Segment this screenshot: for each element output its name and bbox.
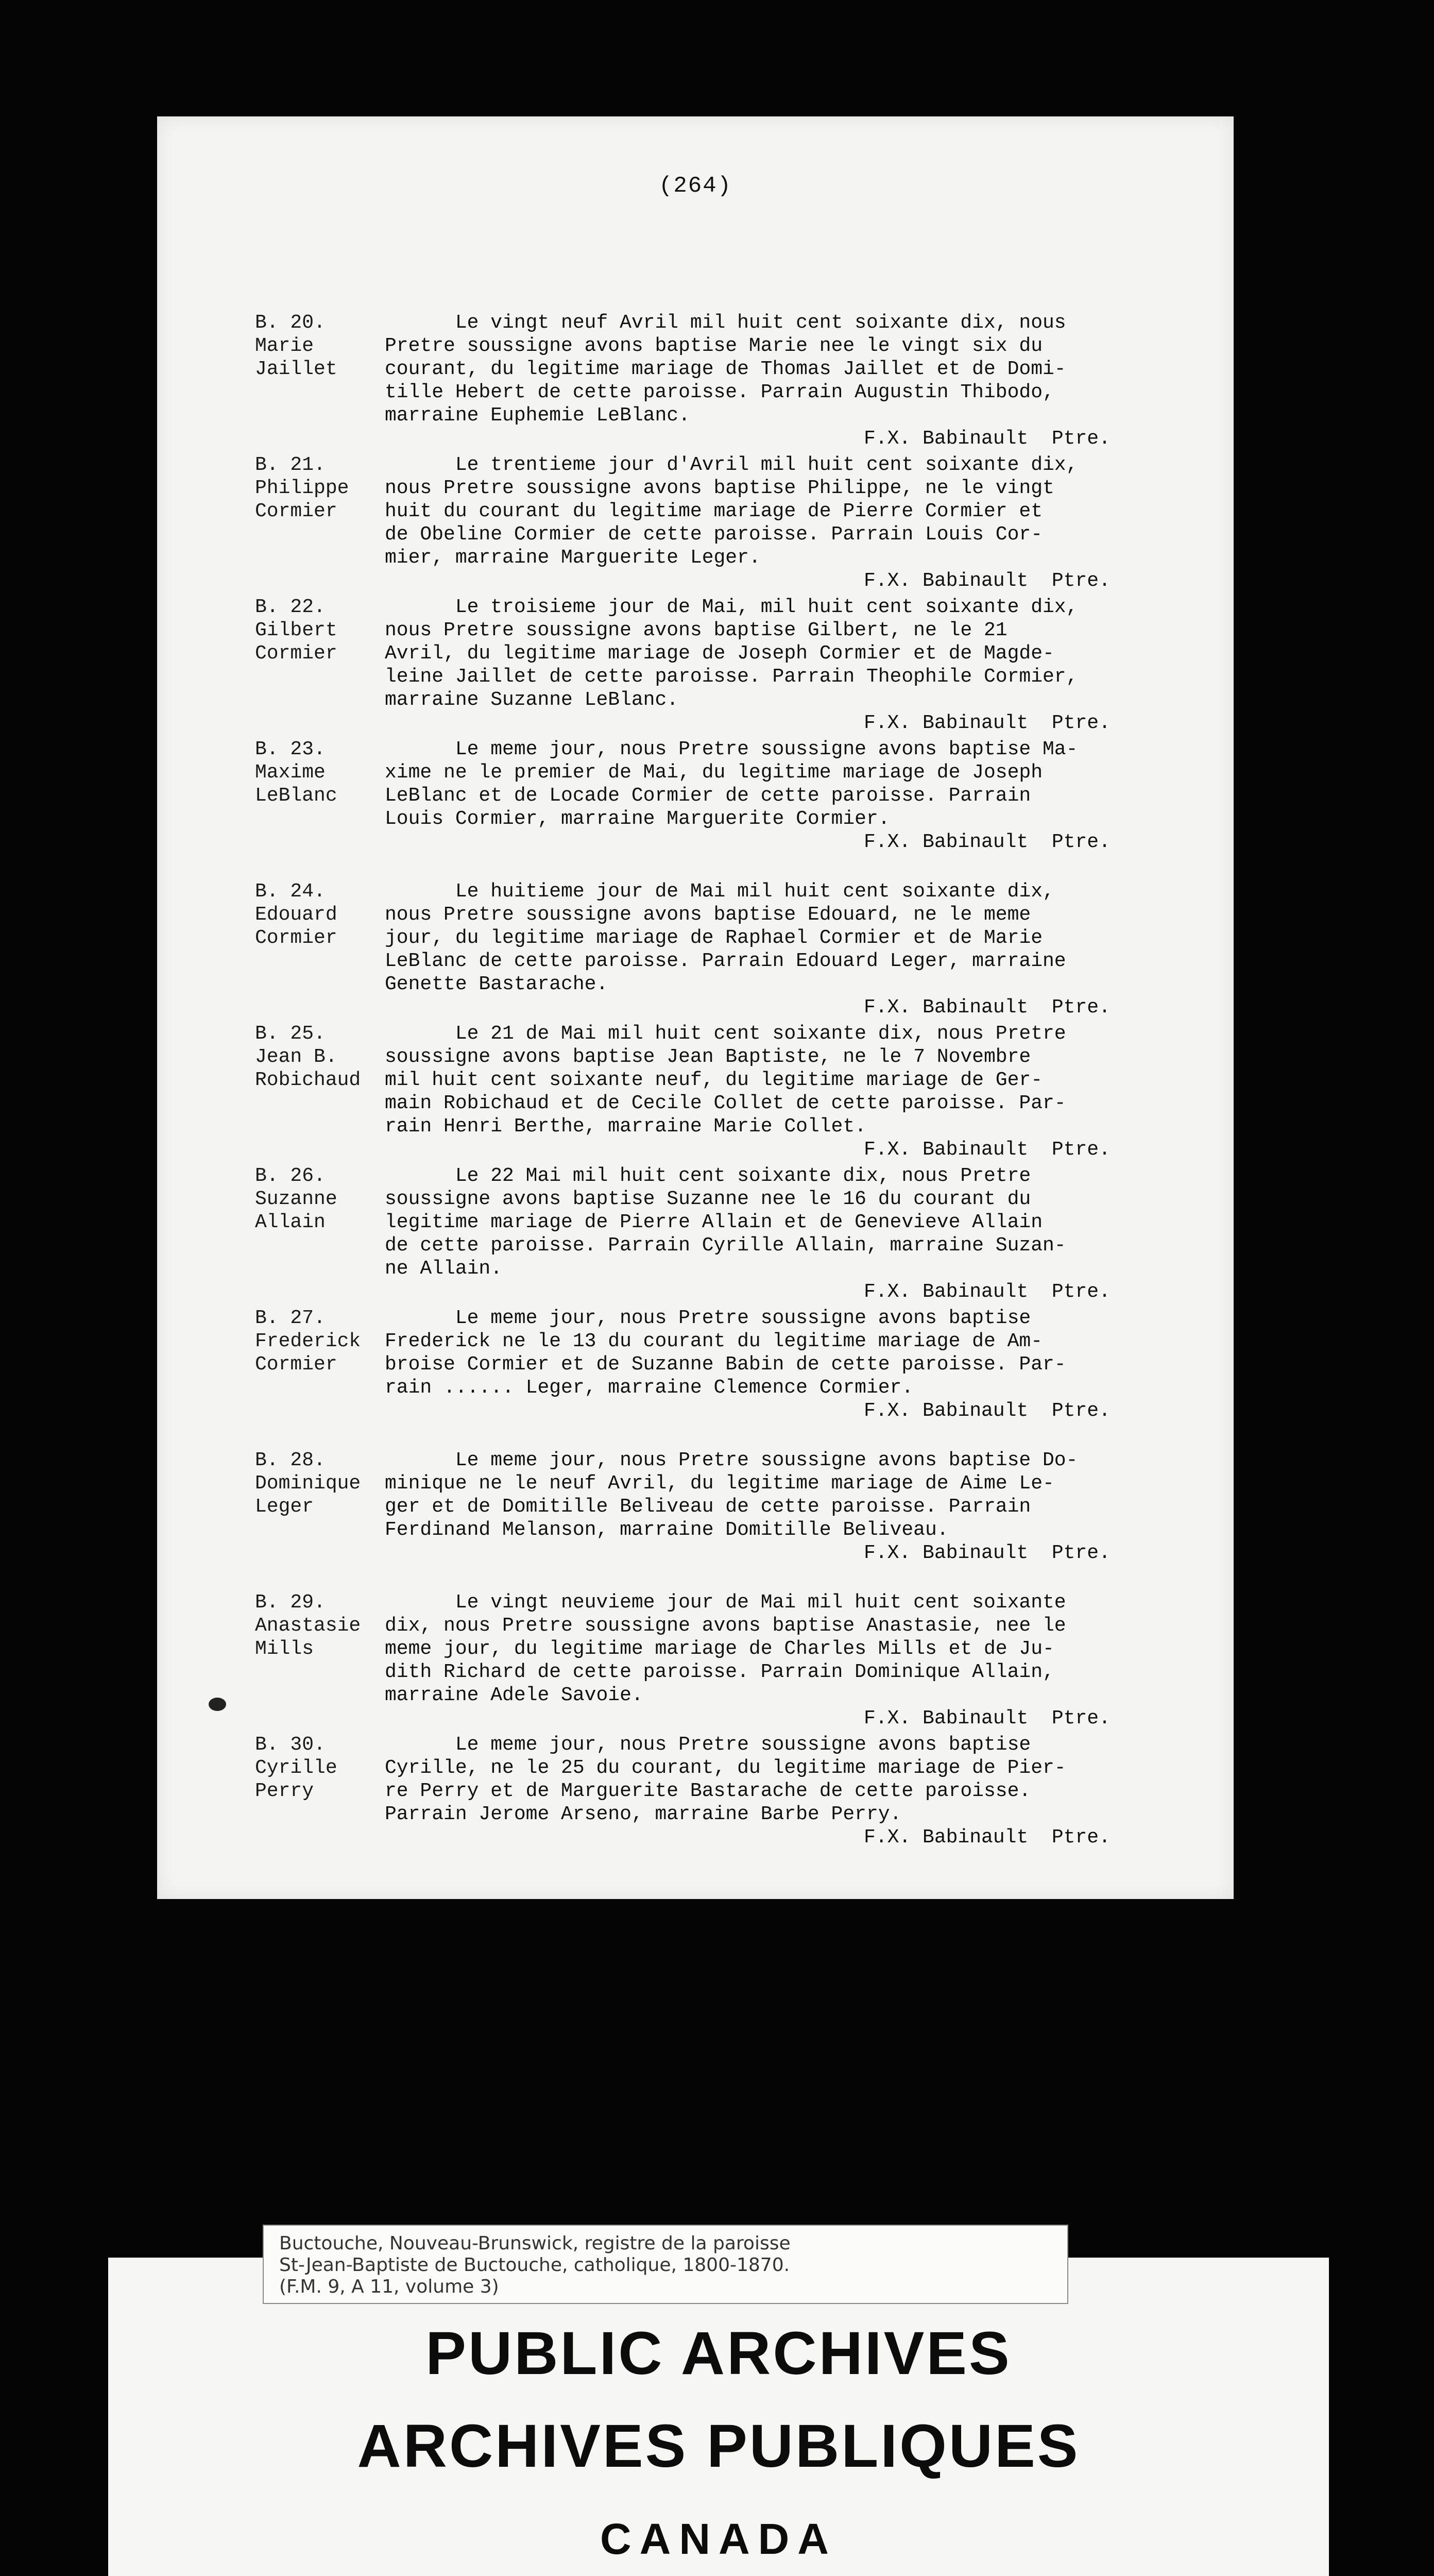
entry-text-line: soussigne avons baptise Suzanne nee le 16 du courant du xyxy=(385,1188,1031,1210)
entry-text-line: mier, marraine Marguerite Leger. xyxy=(385,547,761,569)
margin-note-line: Allain xyxy=(255,1211,326,1233)
margin-note-line: Philippe xyxy=(255,477,349,499)
entry-text-line: Ferdinand Melanson, marraine Domitille Beliveau. xyxy=(385,1519,949,1541)
entry-text-line: Le vingt neuvieme jour de Mai mil huit cent soixante xyxy=(385,1591,1066,1614)
entry-text-line: xime ne le premier de Mai, du legitime mariage de Joseph xyxy=(385,761,1043,784)
baptism-entry xyxy=(255,738,1182,880)
entry-text-line: nous Pretre soussigne avons baptise Philippe, ne le vingt xyxy=(385,477,1054,499)
margin-note-line: B. 25. xyxy=(255,1023,326,1045)
margin-note-line: Robichaud xyxy=(255,1069,361,1091)
margin-note-line: Jean B. xyxy=(255,1046,337,1068)
margin-note-line: Dominique xyxy=(255,1472,361,1495)
entry-text-line: Le troisieme jour de Mai, mil huit cent soixante dix, xyxy=(385,596,1078,618)
entry-text xyxy=(385,311,1178,450)
margin-note-line: Anastasie xyxy=(255,1615,361,1637)
entry-text-line: mil huit cent soixante neuf, du legitime mariage de Ger- xyxy=(385,1069,1043,1091)
priest-signature: F.X. Babinault Ptre. xyxy=(864,712,1111,734)
entry-text-line: LeBlanc et de Locade Cormier de cette paroisse. Parrain xyxy=(385,785,1031,807)
margin-note-line: Perry xyxy=(255,1780,314,1802)
entry-text xyxy=(385,880,1178,1019)
priest-signature: F.X. Babinault Ptre. xyxy=(864,1707,1111,1730)
margin-note-line: Marie xyxy=(255,335,314,357)
entry-text xyxy=(385,1022,1178,1161)
margin-note-line: Cormier xyxy=(255,1353,337,1376)
entry-text-line: Frederick ne le 13 du courant du legitime mariage de Am- xyxy=(385,1330,1043,1352)
entry-text xyxy=(385,1164,1178,1303)
archive-label-line: (F.M. 9, A 11, volume 3) xyxy=(279,2276,499,2297)
priest-signature: F.X. Babinault Ptre. xyxy=(864,570,1111,592)
entry-text-line: Le meme jour, nous Pretre soussigne avons baptise Ma- xyxy=(385,738,1078,760)
margin-note-line: LeBlanc xyxy=(255,785,337,807)
margin-note-line: B. 22. xyxy=(255,596,326,618)
margin-note-line: B. 21. xyxy=(255,454,326,476)
entry-margin-note xyxy=(255,1449,373,1518)
entry-text-line: ger et de Domitille Beliveau de cette paroisse. Parrain xyxy=(385,1496,1031,1518)
entry-text-line: Pretre soussigne avons baptise Marie nee le vingt six du xyxy=(385,335,1043,357)
margin-note-line: Cormier xyxy=(255,642,337,665)
baptism-entry xyxy=(255,1022,1182,1164)
entry-text xyxy=(385,596,1178,735)
entry-text-line: nous Pretre soussigne avons baptise Edouard, ne le meme xyxy=(385,904,1031,926)
priest-signature: F.X. Babinault Ptre. xyxy=(864,428,1111,450)
entry-text xyxy=(385,738,1178,854)
entry-text-line: Parrain Jerome Arseno, marraine Barbe Perry. xyxy=(385,1803,902,1825)
entry-text-line: Avril, du legitime mariage de Joseph Cormier et de Magde- xyxy=(385,642,1054,665)
entry-margin-note xyxy=(255,880,373,950)
entry-margin-note xyxy=(255,453,373,523)
archive-title-en: PUBLIC ARCHIVES xyxy=(425,2319,1012,2387)
entry-margin-note xyxy=(255,1307,373,1376)
entry-margin-note xyxy=(255,1022,373,1092)
entry-text-line: Genette Bastarache. xyxy=(385,973,608,995)
entry-text-line: Le huitieme jour de Mai mil huit cent soixante dix, xyxy=(385,880,1054,903)
entry-text-line: Louis Cormier, marraine Marguerite Cormier. xyxy=(385,808,890,830)
entry-text-line: minique ne le neuf Avril, du legitime mariage de Aime Le- xyxy=(385,1472,1054,1495)
entry-text-line: meme jour, du legitime mariage de Charles Mills et de Ju- xyxy=(385,1638,1054,1660)
archive-country: CANADA xyxy=(600,2515,837,2563)
entry-text-line: marraine Suzanne LeBlanc. xyxy=(385,689,679,711)
entry-text-line: Le meme jour, nous Pretre soussigne avons baptise xyxy=(385,1734,1031,1756)
baptism-entry xyxy=(255,880,1182,1022)
entry-text-line: broise Cormier et de Suzanne Babin de cette paroisse. Par- xyxy=(385,1353,1066,1376)
margin-note-line: B. 20. xyxy=(255,312,326,334)
entry-text xyxy=(385,1449,1178,1565)
entry-text-line: jour, du legitime mariage de Raphael Cormier et de Marie xyxy=(385,927,1043,949)
priest-signature: F.X. Babinault Ptre. xyxy=(864,1400,1111,1422)
entry-text-line: Le 22 Mai mil huit cent soixante dix, nous Pretre xyxy=(385,1165,1031,1187)
entry-text-line: marraine Euphemie LeBlanc. xyxy=(385,404,690,427)
entry-text-line: marraine Adele Savoie. xyxy=(385,1684,643,1706)
entry-margin-note xyxy=(255,596,373,665)
margin-note-line: Suzanne xyxy=(255,1188,337,1210)
page-number: (264) xyxy=(658,173,732,199)
entry-text-line: ne Allain. xyxy=(385,1258,503,1280)
margin-note-line: B. 27. xyxy=(255,1307,326,1329)
entry-text-line: soussigne avons baptise Jean Baptiste, ne le 7 Novembre xyxy=(385,1046,1031,1068)
margin-note-line: Frederick xyxy=(255,1330,361,1352)
entry-text-line: tille Hebert de cette paroisse. Parrain Augustin Thibodo, xyxy=(385,381,1054,403)
entry-margin-note xyxy=(255,1164,373,1234)
margin-note-line: Jaillet xyxy=(255,358,337,380)
baptism-entry xyxy=(255,1449,1182,1591)
baptism-entry xyxy=(255,1164,1182,1307)
entry-text-line: LeBlanc de cette paroisse. Parrain Edouard Leger, marraine xyxy=(385,950,1066,972)
ink-smudge xyxy=(209,1698,226,1711)
margin-note-line: B. 30. xyxy=(255,1734,326,1756)
baptism-entries xyxy=(255,311,1182,1875)
priest-signature: F.X. Babinault Ptre. xyxy=(864,1139,1111,1161)
margin-note-line: B. 29. xyxy=(255,1591,326,1614)
baptism-entry xyxy=(255,453,1182,596)
entry-text-line: legitime mariage de Pierre Allain et de Genevieve Allain xyxy=(385,1211,1043,1233)
priest-signature: F.X. Babinault Ptre. xyxy=(864,1826,1111,1849)
baptism-entry xyxy=(255,596,1182,738)
entry-margin-note xyxy=(255,738,373,807)
margin-note-line: Gilbert xyxy=(255,619,337,641)
archive-title-fr: ARCHIVES PUBLIQUES xyxy=(357,2412,1080,2480)
entry-text-line: main Robichaud et de Cecile Collet de cette paroisse. Par- xyxy=(385,1092,1066,1114)
priest-signature: F.X. Babinault Ptre. xyxy=(864,1281,1111,1303)
entry-text-line: Cyrille, ne le 25 du courant, du legitime mariage de Pier- xyxy=(385,1757,1066,1779)
entry-text-line: rain ...... Leger, marraine Clemence Cormier. xyxy=(385,1377,914,1399)
entry-text xyxy=(385,1307,1178,1422)
entry-text-line: rain Henri Berthe, marraine Marie Collet. xyxy=(385,1115,866,1138)
entry-margin-note xyxy=(255,1591,373,1660)
entry-text xyxy=(385,453,1178,592)
baptism-entry xyxy=(255,1307,1182,1449)
entry-text xyxy=(385,1733,1178,1849)
entry-text-line: re Perry et de Marguerite Bastarache de cette paroisse. xyxy=(385,1780,1031,1802)
margin-note-line: Maxime xyxy=(255,761,326,784)
priest-signature: F.X. Babinault Ptre. xyxy=(864,1542,1111,1564)
entry-text-line: de cette paroisse. Parrain Cyrille Allain, marraine Suzan- xyxy=(385,1234,1066,1257)
archive-label-line: St-Jean-Baptiste de Buctouche, catholique, 1800-1870. xyxy=(279,2255,790,2276)
margin-note-line: B. 23. xyxy=(255,738,326,760)
entry-text-line: Le trentieme jour d'Avril mil huit cent soixante dix, xyxy=(385,454,1078,476)
baptism-entry xyxy=(255,1591,1182,1733)
entry-text-line: dix, nous Pretre soussigne avons baptise Anastasie, nee le xyxy=(385,1615,1066,1637)
priest-signature: F.X. Babinault Ptre. xyxy=(864,831,1111,853)
margin-note-line: Leger xyxy=(255,1496,314,1518)
entry-text-line: dith Richard de cette paroisse. Parrain Dominique Allain, xyxy=(385,1661,1054,1683)
entry-text xyxy=(385,1591,1178,1730)
margin-note-line: B. 28. xyxy=(255,1449,326,1471)
register-page xyxy=(157,116,1234,1899)
archive-label-line: Buctouche, Nouveau-Brunswick, registre de la paroisse xyxy=(279,2233,791,2254)
margin-note-line: Cyrille xyxy=(255,1757,337,1779)
archive-label xyxy=(263,2225,1068,2304)
priest-signature: F.X. Babinault Ptre. xyxy=(864,996,1111,1019)
baptism-entry xyxy=(255,1733,1182,1875)
margin-note-line: Cormier xyxy=(255,927,337,949)
entry-text-line: Le meme jour, nous Pretre soussigne avons baptise xyxy=(385,1307,1031,1329)
entry-text-line: courant, du legitime mariage de Thomas Jaillet et de Domi- xyxy=(385,358,1066,380)
entry-margin-note xyxy=(255,311,373,381)
margin-note-line: B. 24. xyxy=(255,880,326,903)
entry-margin-note xyxy=(255,1733,373,1803)
entry-text-line: huit du courant du legitime mariage de Pierre Cormier et xyxy=(385,500,1043,522)
entry-text-line: leine Jaillet de cette paroisse. Parrain Theophile Cormier, xyxy=(385,666,1078,688)
margin-note-line: Edouard xyxy=(255,904,337,926)
entry-text-line: nous Pretre soussigne avons baptise Gilbert, ne le 21 xyxy=(385,619,1008,641)
margin-note-line: B. 26. xyxy=(255,1165,326,1187)
entry-text-line: de Obeline Cormier de cette paroisse. Parrain Louis Cor- xyxy=(385,523,1043,546)
margin-note-line: Mills xyxy=(255,1638,314,1660)
margin-note-line: Cormier xyxy=(255,500,337,522)
entry-text-line: Le meme jour, nous Pretre soussigne avons baptise Do- xyxy=(385,1449,1078,1471)
entry-text-line: Le vingt neuf Avril mil huit cent soixante dix, nous xyxy=(385,312,1066,334)
entry-text-line: Le 21 de Mai mil huit cent soixante dix, nous Pretre xyxy=(385,1023,1066,1045)
baptism-entry xyxy=(255,311,1182,453)
